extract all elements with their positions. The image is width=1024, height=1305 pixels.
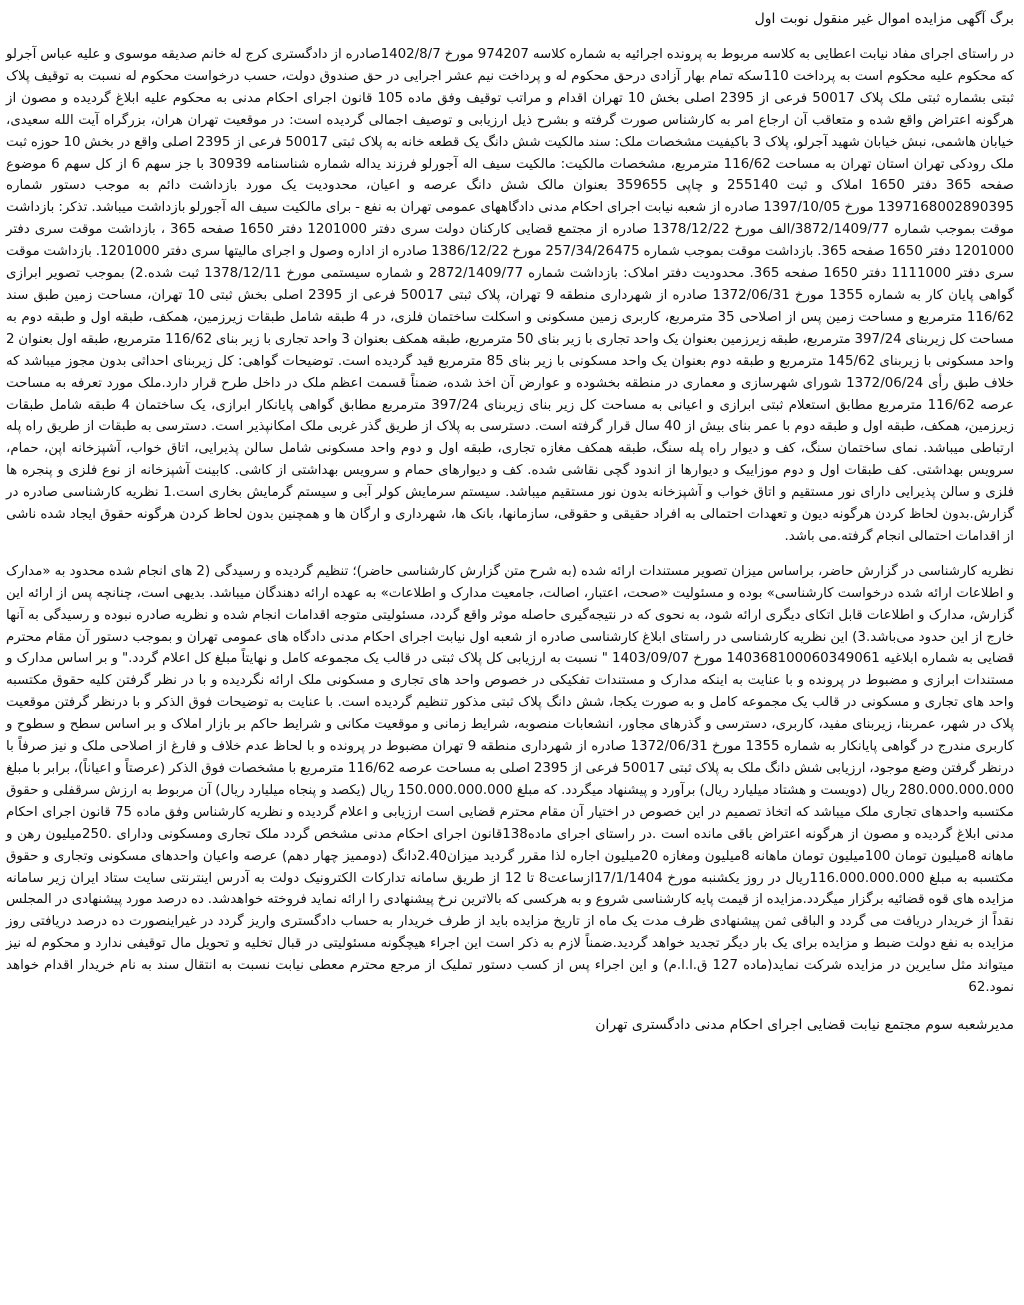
notice-paragraph-property-description: در راستای اجرای مفاد نیابت اعطایی به کلاسه مربوط به پرونده اجرائیه به شماره کلاسه 974207 مورخ 1402/8/7صادره از دادگستری کرج له خانم صدیقه موسوی و علیه عباس آجرلو که محکوم علیه محکوم است به پرداخت 110سکه تمام بهار آزادی درحق محکوم له و پرداخت نیم عشر اجرایی در حق صندوق دولت، حسب درخواست محکوم له نسبت به توقیف پلاک ثبتی بشماره ثبتی ملک پلاک 50017 فرعی از 2395 اصلی بخش 10 تهران اقدام و مراتب توقیف وفق ماده 105 قانون اجرای احکام مدنی به محکوم علیه ابلاغ گردیده و مصون از هرگونه اعتراض واقع شده و متعاقب آن ارجاع امر به کارشناس صورت گرفته و بشرح ذیل ارزیابی و توصیف اجمالی گردیده است: در موقعیت تهران هران، بزرگراه آیت الله سعیدی، خیابان هاشمی، نبش خیابان شهید آجرلو، پلاک 3 باکیفیت مشخصات ملک: سند مالکیت شش دانگ یک قطعه خانه به پلاک ثبتی 50017 فرعی از 2395 اصلی واقع در بخش 10 حوزه ثبت ملک رودکی تهران استان تهران به مساحت 116/62 مترمربع، مشخصات مالکیت: مالکیت سیف اله آجورلو فرزند یداله شماره شناسنامه 30939 با جز سهم 6 از کل سهم 6 موضوع صفحه 365 دفتر 1650 املاک و ثبت 255140 و چاپی 359655 بعنوان مالک شش دانگ عرصه و اعیان، محدودیت یک مورد بازداشت دائم به موجب دستور شماره 1397168002890395 مورخ 1397/10/05 صادره از شعبه نیابت اجرای احکام مدنی دادگاههای عمومی تهران به نفع - برای مالکیت سیف اله آجورلو بازداشت میباشد. تذکر: بازداشت موقت بموجب شماره 3872/1409/77/الف مورخ 1378/12/22 صادره از مجتمع قضایی کارکنان دولت سری دفتر 1201000 دفتر 1650 صفحه 365 ، بازداشت موقت سری دفتر 1201000 دفتر 1650 صفحه 365. بازداشت موقت بموجب شماره 257/34/26475 مورخ 1386/12/22 صادره از اداره وصول و اجرای مالیتها سری دفتر 1201000. بازداشت موقت سری دفتر 1111000 دفتر 1650 صفحه 365. محدودیت دفتر املاک: بازداشت شماره 2872/1409/77 و شماره سیستمی مورخ 1378/12/11 ثبت شده.2) بموجب تصویر ابرازی گواهی پایان کار به شماره 1355 مورخ 1372/06/31 صادره از شهرداری منطقه 9 تهران، پلاک ثبتی 50017 فرعی از 2395 اصلی بخش ثبتی 10 تهران، مساحت زمین طبق سند 116/62 مترمربع و مساحت زمین پس از اصلاحی 35 مترمربع، کاربری زمین مسکونی و اسکلت ساختمان فلزی، در 4 طبقه شامل طبقات زیرزمین، همکف، طبقه اول و طبقه دوم به مساحت کل زیربنای 397/24 مترمربع، طبقه زیرزمین بعنوان یک واحد تجاری با زیر بنای 50 مترمربع، طبقه همکف بعنوان 3 واحد تجاری با زیر بنای 116/62 مترمربع، طبقه اول بعنوان 2 واحد مسکونی با زیربنای 145/62 مترمربع و طبقه دوم بعنوان یک واحد مسکونی با زیر بنای 85 مترمربع قید گردیده است. توضیحات گواهی: کل زیربنای احداثی بدون مجوز میباشد که خلاف طبق رأی 1372/06/24 شورای شهرسازی و معماری در منطقه بخشوده و عوارض آن اخذ شده، ضمناً قسمت اعظم ملک در داخل طرح قرار دارد.ملک مورد تعرفه به مساحت عرصه 116/62 مترمربع مطابق استعلام ثبتی ابرازی و اعیانی به مساحت کل زیر بنای زیربنای 397/24 مترمربع مطابق گواهی پایانکار ابرازی، یک ساختمان 4 طبقه شامل طبقات زیرزمین، همکف، طبقه اول و طبقه دوم با عمر بنای بیش از 40 سال قرار گرفته است. دسترسی به پلاک از طریق گذر غربی ملک امکانپذیر است. دسترسی به طبقات از طریق راه پله ارتباطی میباشد. نمای ساختمان سنگ، کف و دیوار راه پله سنگ، طبقه همکف مغازه تجاری، طبقه اول و دوم واحد مسکونی شامل سالن پذیرایی، اتاق خواب، آشپزخانه اپن، حمام، سرویس بهداشتی. کف طبقات اول و دوم موزاییک و دیوارها از اندود گچی نقاشی شده. کف و دیوارهای حمام و سرویس بهداشتی از کاشی. کابینت آشپزخانه از نوع فلزی و پنجره ها فلزی و سالن پذیرایی دارای نور مستقیم و اتاق خواب و آشپزخانه بدون نور مستقیم میباشد. سیستم سرمایش کولر آبی و سیستم گرمایش بخاری است.1 نظریه کارشناسی صادره در گزارش.بدون لحاظ کردن هرگونه دیون و تعهدات احتمالی به افراد حقیقی و حقوقی، سازمانها، بانک ها، شهرداری و ارگان ها و همچنین بدون لحاظ کردن هرگونه حقوق ایجاد شده ناشی از اقدامات احتمالی انجام گرفته.می باشد. bbox=[6, 47, 1015, 544]
notice-title: برگ آگهی مزایده اموال غیر منقول نوبت اول bbox=[754, 11, 1014, 27]
notice-signature: مدیرشعبه سوم مجتمع نیابت قضایی اجرای احکام مدنی دادگستری تهران bbox=[595, 1016, 1014, 1033]
notice-paragraph-valuation-and-auction: نظریه کارشناسی در گزارش حاضر، براساس میزان تصویر مستندات ارائه شده (به شرح متن گزارش کارشناسی حاضر)؛ تنظیم گردیده و رسیدگی (2 های انجام شده محدود به «مدارک و اطلاعات ارائه شده درخواست کارشناسی» بوده و مسئولیت «صحت، اعتبار، اصالت، جامعیت مدارک و اطلاعات» به عهده ارائه دهندگان میباشد. بدیهی است، چنانچه پس از ارائه این گزارش، مدارک و اطلاعات قابل اتکای دیگری ارائه شود، به نحوی که در نتیجه‌گیری حاصله موثر واقع گردد، مسئولیتی متوجه اقدامات انجام شده و نظریه صادره نبوده و رسیدگی به آنها خارج از این حدود می‌باشد.3) این نظریه کارشناسی در راستای ابلاغ کارشناسی صادره از شعبه اول نیابت اجرای احکام مدنی دادگاه های عمومی تهران و بموجب دستور آن مقام محترم قضایی به شماره ابلاغیه 140368100060349061 مورخ 1403/09/07 " نسبت به ارزیابی کل پلاک ثبتی در قالب یک مجموعه کامل و نهایتاً مبلغ کل اعلام گردد." و بر اساس مدارک و مستندات ابرازی و مضبوط در پرونده و با عنایت به اینکه مدارک و مستندات تفکیکی در خصوص واحد های تجاری و مسکونی ملک ارائه نگردیده و با در نظر گرفتن کلیه حقوق مکتسبه واحد های تجاری و مسکونی در قالب یک مجموعه کامل و به صورت یکجا، شش دانگ پلاک ثبتی مذکور تنظیم گردیده است. با عنایت به توضیحات فوق الذکر و با درنظر گرفتن موقعیت پلاک در شهر، عمربنا، زیربنای مفید، کاربری، دسترسی و گذرهای مجاور، انشعابات منصوبه، شرایط زمانی و موقعیت مکانی و شرایط حاکم بر بازار املاک و بر اساس سطح و سطوح و کاربری مندرج در گواهی پایانکار به شماره 1355 مورخ 1372/06/31 صادره از شهرداری منطقه 9 تهران مضبوط در پرونده و با لحاظ عدم خلاف و فارغ از اصلاحی ملک و نیز صرفاً با درنظر گرفتن وضع موجود، ارزیابی شش دانگ ملک به پلاک ثبتی 50017 فرعی از 2395 اصلی به مساحت عرصه 116/62 مترمربع با مشخصات فوق الذکر (عرصتاً و اعیاناً)، برابر با مبلغ 280.000.000.000 ریال (دویست و هشتاد میلیارد ریال) برآورد و پیشنهاد میگردد. که مبلغ 150.000.000.000 ریال (یکصد و پنجاه میلیارد ریال) آن مربوط به ارزش سرقفلی و حقوق مکتسبه واحدهای تجاری ملک میباشد که اتخاذ تصمیم در این خصوص در اختیار آن مقام محترم قضایی است ارزیابی و اعلام گردیده و نظریه کارشناس وفق ماده 75 قانون اجرای احکام مدنی ابلاغ گردیده و مصون از هرگونه اعتراض باقی مانده است .در راستای اجرای ماده138قانون اجرای احکام مدنی مشخص گردد ملک تجاری ومسکونی ودارای .250میلیون رهن و ماهانه 8میلیون تومان 100میلیون تومان ماهانه 8میلیون ومغازه 20میلیون اجاره لذا مقرر گردید میزان2.40دانگ (دوممیز چهار دهم) عرصه واعیان واحدهای مسکونی وتجاری و حقوق مکتسبه به مبلغ 116.000.000.000ریال در روز یکشنبه مورخ 17/1/1404ازساعت8 تا 12 از طریق سامانه تدارکات الکترونیک دولت به آدرس اینترنتی سایت ستاد ایران زیر سامانه مزایده های قوه قضائیه برگزار میگردد.مزایده از قیمت پایه کارشناسی شروع و به هرکسی که بالاترین نرخ پیشنهادی را ارائه نماید فروخته خواهدشد. ده درصد مورد پیشنهادی در المجلس نقداً از خریدار دریافت می گردد و الباقی ثمن پیشنهادی ظرف مدت یک ماه از تاریخ مزایده باید از طرف خریدار به حساب دادگستری واریز گردد در غیراینصورت ده درصد دریافتی روز مزایده به نفع دولت ضبط و مزایده برای یک بار دیگر تجدید خواهد گردید.ضمناً لازم به ذکر است این اجراء هیچگونه مسئولیتی در قبال تخلیه و تحویل مال توقیفی ندارد و محکوم له نیز میتواند مثل سایرین در مزایده شرکت نماید(ماده 127 ق.ا.ا.م) و این اجراء پس از کسب دستور تملیک از مرجع محترم معطی نیابت نسبت به انتقال سند به نام خریدار اقدام خواهد نمود.62 bbox=[6, 563, 1015, 996]
